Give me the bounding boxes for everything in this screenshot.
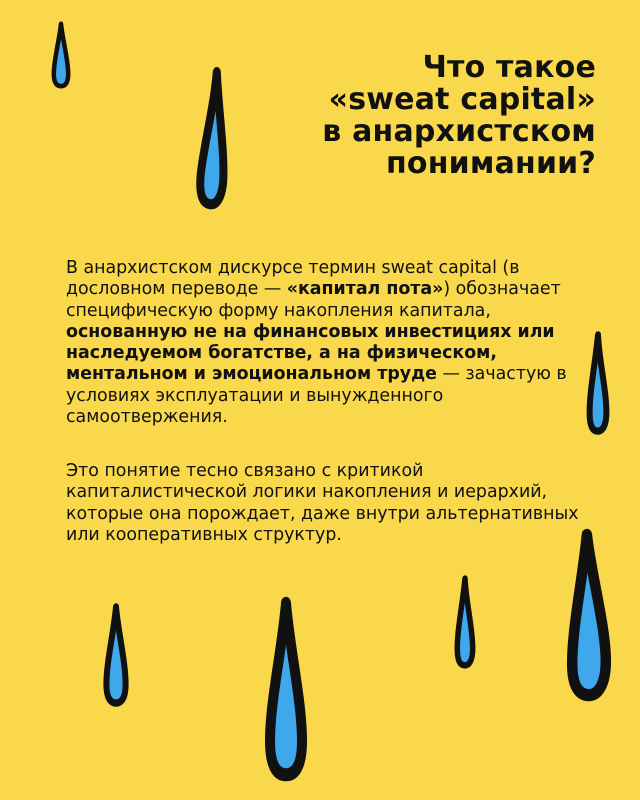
- raindrop-icon: [266, 598, 306, 780]
- title-line: в анархистском: [322, 114, 596, 149]
- raindrop-icon: [454, 576, 476, 668]
- raindrop-icon: [568, 530, 610, 700]
- title-line: «sweat capital»: [328, 82, 596, 117]
- text-run: ) обозначает специфическую форму накопления капитала,: [66, 279, 561, 321]
- text-run: — зачастую в условиях эксплуатации и вынужденного самоотвержения.: [66, 364, 567, 428]
- page-title: [322, 52, 596, 180]
- bold-text-run: «капитал пота»: [286, 279, 444, 300]
- context-paragraph: Это понятие тесно связано с критикой капиталистической логики накопления и иерархий, которые она порождает, даже внутри альтернативных или кооперативных структур.: [66, 461, 579, 545]
- bold-text-run: основанную не на финансовых инвестициях или наследуемом богатстве, а на физическом, ментальном и эмоциональном труде: [66, 321, 555, 385]
- raindrop-icon: [52, 22, 70, 88]
- text-run: В анархистском дискурсе термин sweat capital (в дословном переводе —: [66, 258, 520, 300]
- definition-paragraph: [66, 258, 606, 428]
- title-line: понимании?: [385, 146, 596, 181]
- raindrop-icon: [196, 68, 228, 210]
- title-line: Что такое: [422, 50, 596, 85]
- raindrop-icon: [104, 604, 128, 706]
